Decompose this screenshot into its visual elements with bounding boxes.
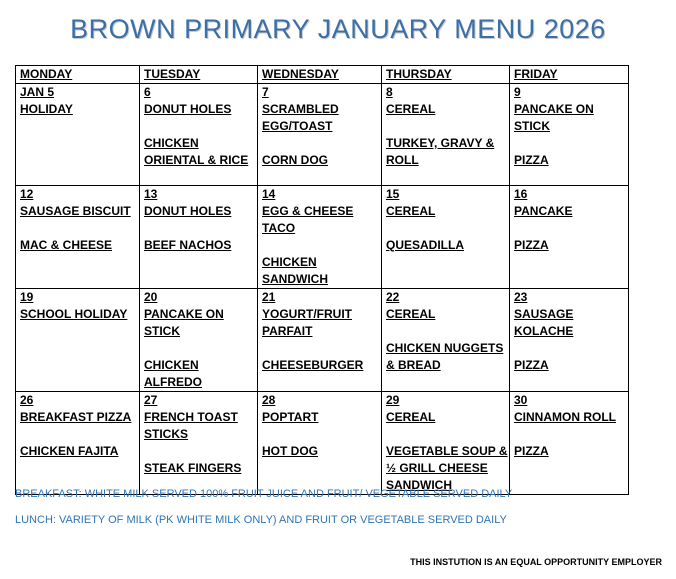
menu-day-cell bbox=[382, 186, 510, 289]
page-title: BROWN PRIMARY JANUARY MENU 2026 bbox=[70, 14, 606, 44]
menu-day-cell bbox=[140, 289, 258, 392]
lunch-item: CHICKEN FAJITA bbox=[20, 444, 119, 458]
equal-opportunity-footer: THIS INSTUTION IS AN EQUAL OPPORTUNITY EMPLOYER bbox=[410, 557, 662, 567]
menu-day-cell bbox=[258, 84, 382, 186]
lunch-item: CORN DOG bbox=[262, 153, 328, 167]
lunch-item: HOT DOG bbox=[262, 444, 318, 458]
menu-day-cell bbox=[382, 289, 510, 392]
lunch-item: QUESADILLA bbox=[386, 238, 464, 252]
menu-day-cell bbox=[382, 84, 510, 186]
week-row bbox=[16, 289, 629, 392]
breakfast-item: SCHOOL HOLIDAY bbox=[20, 307, 128, 321]
breakfast-item: DONUT HOLES bbox=[144, 204, 232, 218]
menu-day-cell bbox=[258, 186, 382, 289]
day-number: 22 bbox=[386, 290, 400, 304]
breakfast-item: TACO bbox=[262, 221, 296, 235]
menu-day-cell bbox=[16, 84, 140, 186]
breakfast-item: STICKS bbox=[144, 427, 189, 441]
breakfast-item: CEREAL bbox=[386, 204, 436, 218]
day-number: 19 bbox=[20, 290, 34, 304]
lunch-item: CHICKEN bbox=[144, 136, 199, 150]
menu-day-cell bbox=[510, 84, 629, 186]
breakfast-item: YOGURT/FRUIT bbox=[262, 307, 352, 321]
breakfast-item: CEREAL bbox=[386, 410, 436, 424]
day-number: 8 bbox=[386, 85, 393, 99]
lunch-item: PIZZA bbox=[514, 238, 549, 252]
lunch-item: PIZZA bbox=[514, 444, 549, 458]
day-number: 14 bbox=[262, 187, 276, 201]
day-number: 15 bbox=[386, 187, 400, 201]
breakfast-item: KOLACHE bbox=[514, 324, 574, 338]
breakfast-item: EGG & CHEESE bbox=[262, 204, 354, 218]
lunch-item: CHICKEN ALFREDO bbox=[144, 358, 202, 389]
breakfast-item: SAUSAGE bbox=[514, 307, 574, 321]
breakfast-item: HOLIDAY bbox=[20, 102, 73, 116]
lunch-item: STEAK FINGERS bbox=[144, 461, 242, 475]
breakfast-item: EGG/TOAST bbox=[262, 119, 333, 133]
lunch-item: CHICKEN NUGGETS bbox=[386, 341, 504, 355]
week-row bbox=[16, 84, 629, 186]
menu-day-cell bbox=[140, 392, 258, 495]
breakfast-item: DONUT HOLES bbox=[144, 102, 232, 116]
day-number: 28 bbox=[262, 393, 276, 407]
day-number: 21 bbox=[262, 290, 276, 304]
breakfast-item: STICK bbox=[514, 119, 550, 133]
breakfast-item: CEREAL bbox=[386, 102, 436, 116]
day-number: 13 bbox=[144, 187, 158, 201]
menu-day-cell bbox=[510, 392, 629, 495]
menu-table bbox=[15, 65, 629, 495]
breakfast-item: POPTART bbox=[262, 410, 319, 424]
day-number: 7 bbox=[262, 85, 269, 99]
day-number: 23 bbox=[514, 290, 528, 304]
header-thursday: THURSDAY bbox=[382, 66, 510, 84]
menu-day-cell bbox=[16, 186, 140, 289]
header-tuesday: TUESDAY bbox=[140, 66, 258, 84]
lunch-item: VEGETABLE SOUP & bbox=[386, 444, 508, 458]
breakfast-item: CEREAL bbox=[386, 307, 436, 321]
day-number: 26 bbox=[20, 393, 34, 407]
menu-day-cell bbox=[16, 392, 140, 495]
breakfast-item: FRENCH TOAST bbox=[144, 410, 238, 424]
lunch-item: PIZZA bbox=[514, 358, 549, 372]
lunch-item: ½ GRILL CHEESE bbox=[386, 461, 488, 475]
menu-day-cell bbox=[140, 186, 258, 289]
lunch-item: CHICKEN bbox=[262, 255, 317, 269]
lunch-item: SANDWICH bbox=[386, 478, 452, 492]
lunch-item: PIZZA bbox=[514, 153, 549, 167]
header-friday: FRIDAY bbox=[510, 66, 629, 84]
lunch-item: SANDWICH bbox=[262, 272, 328, 286]
lunch-item: BEEF NACHOS bbox=[144, 238, 232, 252]
week-row bbox=[16, 186, 629, 289]
menu-day-cell bbox=[258, 392, 382, 495]
breakfast-item: CINNAMON ROLL bbox=[514, 410, 616, 424]
day-number: 27 bbox=[144, 393, 158, 407]
day-number: 16 bbox=[514, 187, 528, 201]
header-wednesday: WEDNESDAY bbox=[258, 66, 382, 84]
breakfast-note: BREAKFAST: WHITE MILK SERVED 100% FRUIT JUICE AND FRUIT/ VEGETABLE SERVED DAILY bbox=[15, 488, 513, 500]
menu-day-cell bbox=[16, 289, 140, 392]
day-number: 12 bbox=[20, 187, 34, 201]
day-number: 9 bbox=[514, 85, 521, 99]
breakfast-item: SAUSAGE BISCUIT bbox=[20, 204, 131, 218]
lunch-note: LUNCH: VARIETY OF MILK (PK WHITE MILK ONLY) AND FRUIT OR VEGETABLE SERVED DAILY bbox=[15, 514, 507, 526]
lunch-item: & BREAD bbox=[386, 358, 441, 372]
lunch-item: TURKEY, GRAVY & bbox=[386, 136, 495, 150]
menu-day-cell bbox=[510, 289, 629, 392]
menu-day-cell bbox=[510, 186, 629, 289]
day-number: 20 bbox=[144, 290, 158, 304]
breakfast-item: PARFAIT bbox=[262, 324, 313, 338]
breakfast-item: PANCAKE ON bbox=[144, 307, 224, 321]
breakfast-item: BREAKFAST PIZZA bbox=[20, 410, 132, 424]
week-row bbox=[16, 392, 629, 495]
breakfast-item: SCRAMBLED bbox=[262, 102, 339, 116]
menu-day-cell bbox=[140, 84, 258, 186]
breakfast-item: STICK bbox=[144, 324, 180, 338]
breakfast-item: PANCAKE ON bbox=[514, 102, 594, 116]
day-number: 30 bbox=[514, 393, 528, 407]
day-number: JAN 5 bbox=[20, 85, 55, 99]
lunch-item: MAC & CHEESE bbox=[20, 238, 113, 252]
menu-day-cell bbox=[382, 392, 510, 495]
day-number: 6 bbox=[144, 85, 151, 99]
breakfast-item: PANCAKE bbox=[514, 204, 573, 218]
lunch-item: ROLL bbox=[386, 153, 419, 167]
weekday-header-row bbox=[16, 66, 629, 84]
menu-day-cell bbox=[258, 289, 382, 392]
lunch-item: CHEESEBURGER bbox=[262, 358, 364, 372]
day-number: 29 bbox=[386, 393, 400, 407]
lunch-item: ORIENTAL & RICE bbox=[144, 153, 249, 167]
header-monday: MONDAY bbox=[16, 66, 140, 84]
